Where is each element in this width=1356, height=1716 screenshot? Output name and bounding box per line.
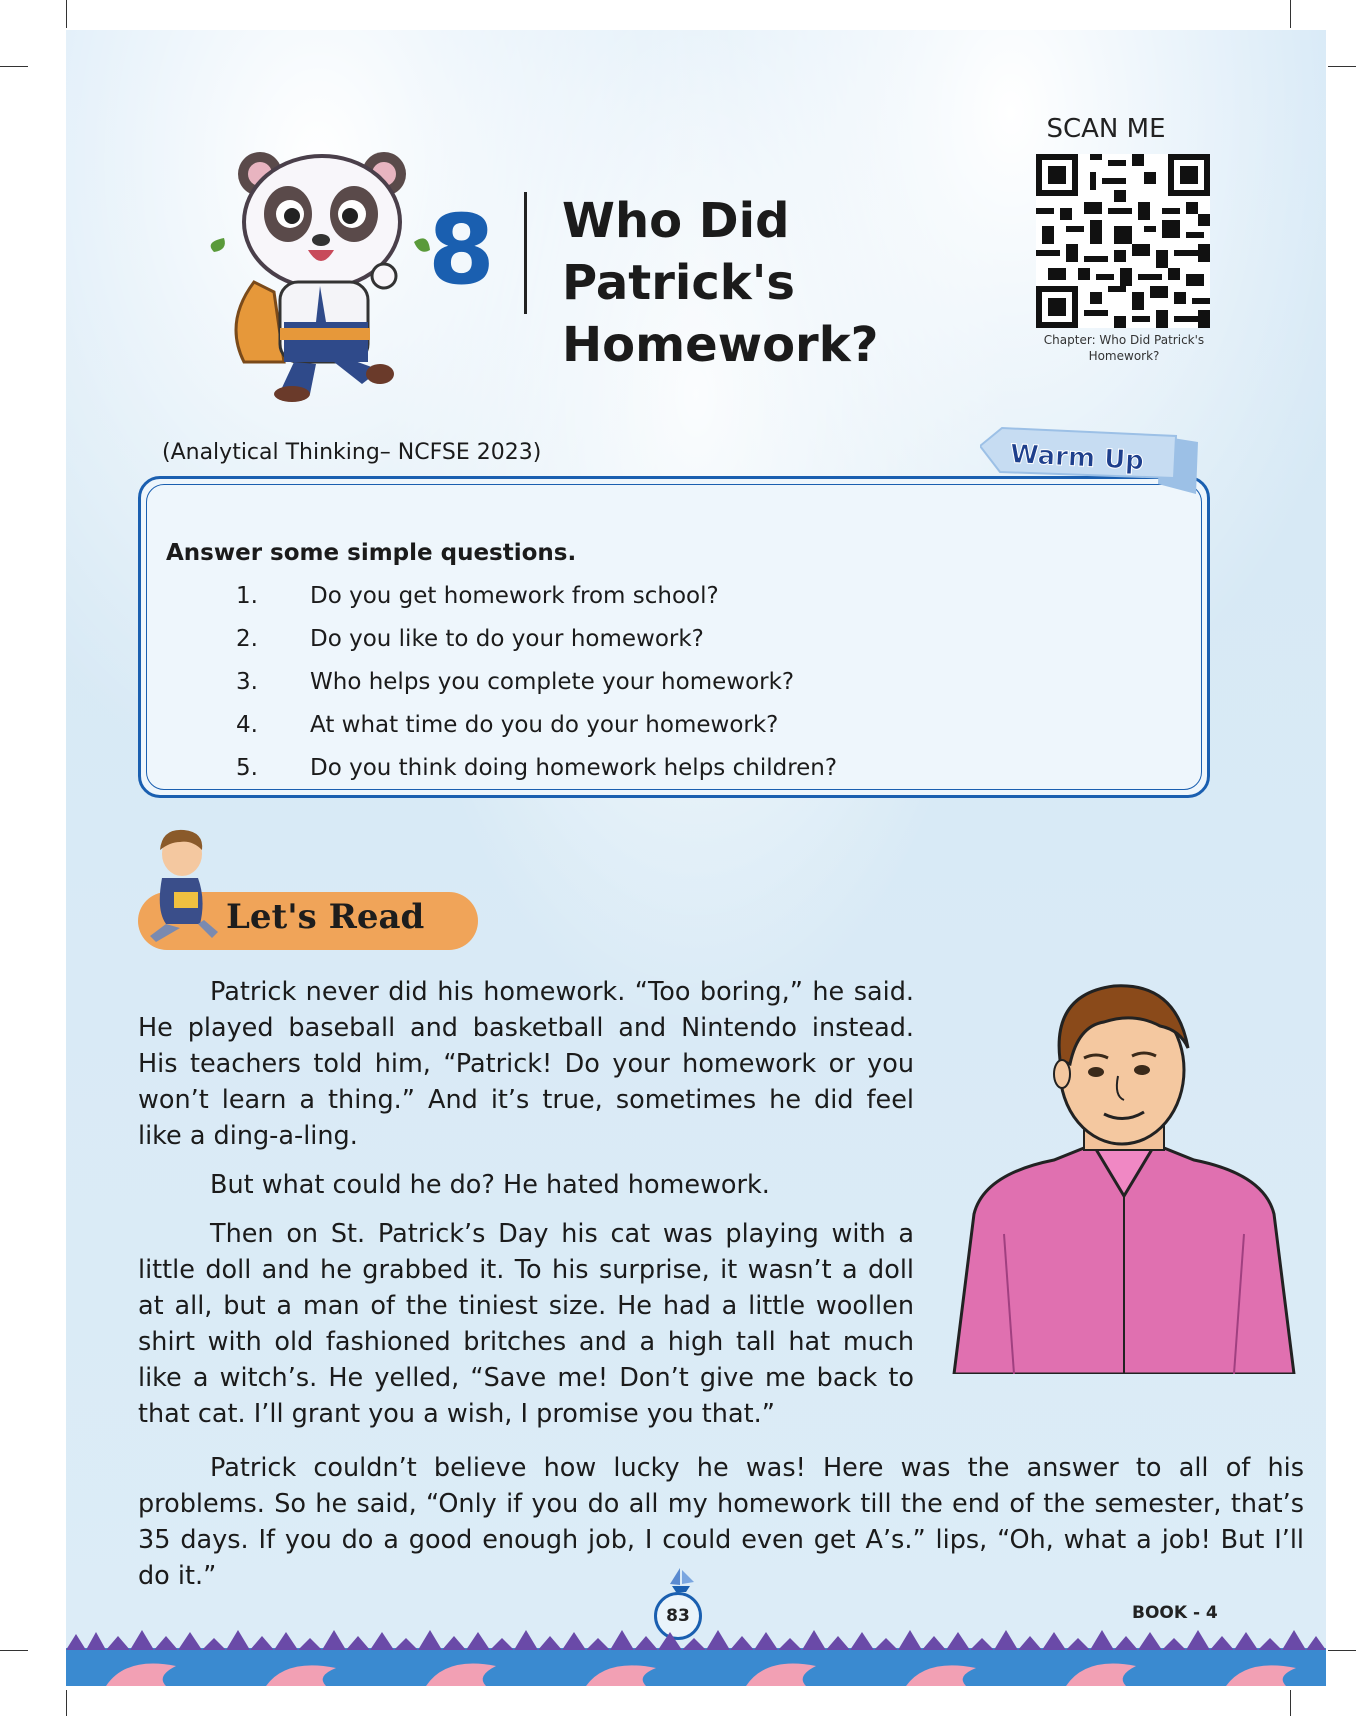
crop-mark [1290, 0, 1291, 28]
patrick-illustration [944, 964, 1304, 1374]
crop-mark [0, 1650, 28, 1651]
warm-up-banner [980, 422, 1200, 498]
sailboat-icon [666, 1566, 696, 1594]
qr-caption-line-1: Chapter: Who Did Patrick's [1043, 333, 1205, 347]
list-item: 3. Who helps you complete your homework? [236, 669, 795, 695]
reading-boy-icon [140, 820, 224, 946]
story-paragraph: Patrick never did his homework. “Too boring,” he said. He played baseball and basketball and Nintendo instead. His teachers told him, “Patrick! Do your homework or you won’t learn a thing.” And it’s true, sometimes he did feel like a ding-a-ling. [138, 977, 914, 1151]
skill-note: (Analytical Thinking– NCFSE 2023) [162, 440, 542, 465]
lets-read-heading: Let's Read [226, 897, 425, 937]
list-item: 5. Do you think doing homework helps children? [236, 755, 838, 781]
story-column [138, 974, 914, 1445]
chapter-title [562, 190, 1022, 376]
list-item: 1. Do you get homework from school? [236, 583, 719, 609]
qr-caption-line-2: Homework? [1088, 349, 1160, 363]
crop-mark [1328, 66, 1356, 67]
book-label: BOOK - 4 [1132, 1603, 1218, 1623]
book-page [66, 30, 1326, 1686]
scan-me-label: SCAN ME [1046, 114, 1166, 144]
chapter-title-line-1: Who Did Patrick's [562, 193, 795, 311]
crop-mark [1290, 1690, 1291, 1716]
list-item: 2. Do you like to do your homework? [236, 626, 704, 652]
qr-code[interactable] [1036, 154, 1210, 328]
crop-mark [0, 66, 28, 67]
crop-mark [66, 1690, 67, 1716]
page-number: 83 [654, 1592, 702, 1640]
story-paragraph: But what could he do? He hated homework. [210, 1170, 770, 1200]
story-paragraph: Patrick couldn’t believe how lucky he was! Here was the answer to all of his problems. So he said, “Only if you do all my homework till the end of the semester, that’s 35 days. If you do a good enough job, I could even get A’s.” lips, “Oh, what a job! But I’ll do it.” [138, 1453, 1304, 1591]
title-divider [524, 192, 527, 314]
decorative-footer-border [66, 1626, 1326, 1686]
panda-mascot-illustration [184, 122, 444, 402]
list-item: 4. At what time do you do your homework? [236, 712, 779, 738]
qr-caption [1026, 332, 1222, 364]
crop-mark [66, 0, 67, 28]
chapter-number: 8 [428, 194, 495, 306]
question-list [236, 583, 1136, 798]
story-paragraph: Then on St. Patrick’s Day his cat was playing with a little doll and he grabbed it. To his surprise, it wasn’t a doll at all, but a man of the tiniest size. He had a little woollen shirt with old fashioned britches and a high tall hat much like a witch’s. He yelled, “Save me! Don’t give me back to that cat. I’ll grant you a wish, I promise you that.” [138, 1219, 914, 1429]
story-full-width [138, 1450, 1304, 1594]
warm-up-heading: Answer some simple questions. [166, 540, 577, 566]
chapter-title-line-2: Homework? [562, 317, 879, 373]
warm-up-label: Warm Up [1009, 439, 1145, 477]
crop-mark [1328, 1650, 1356, 1651]
